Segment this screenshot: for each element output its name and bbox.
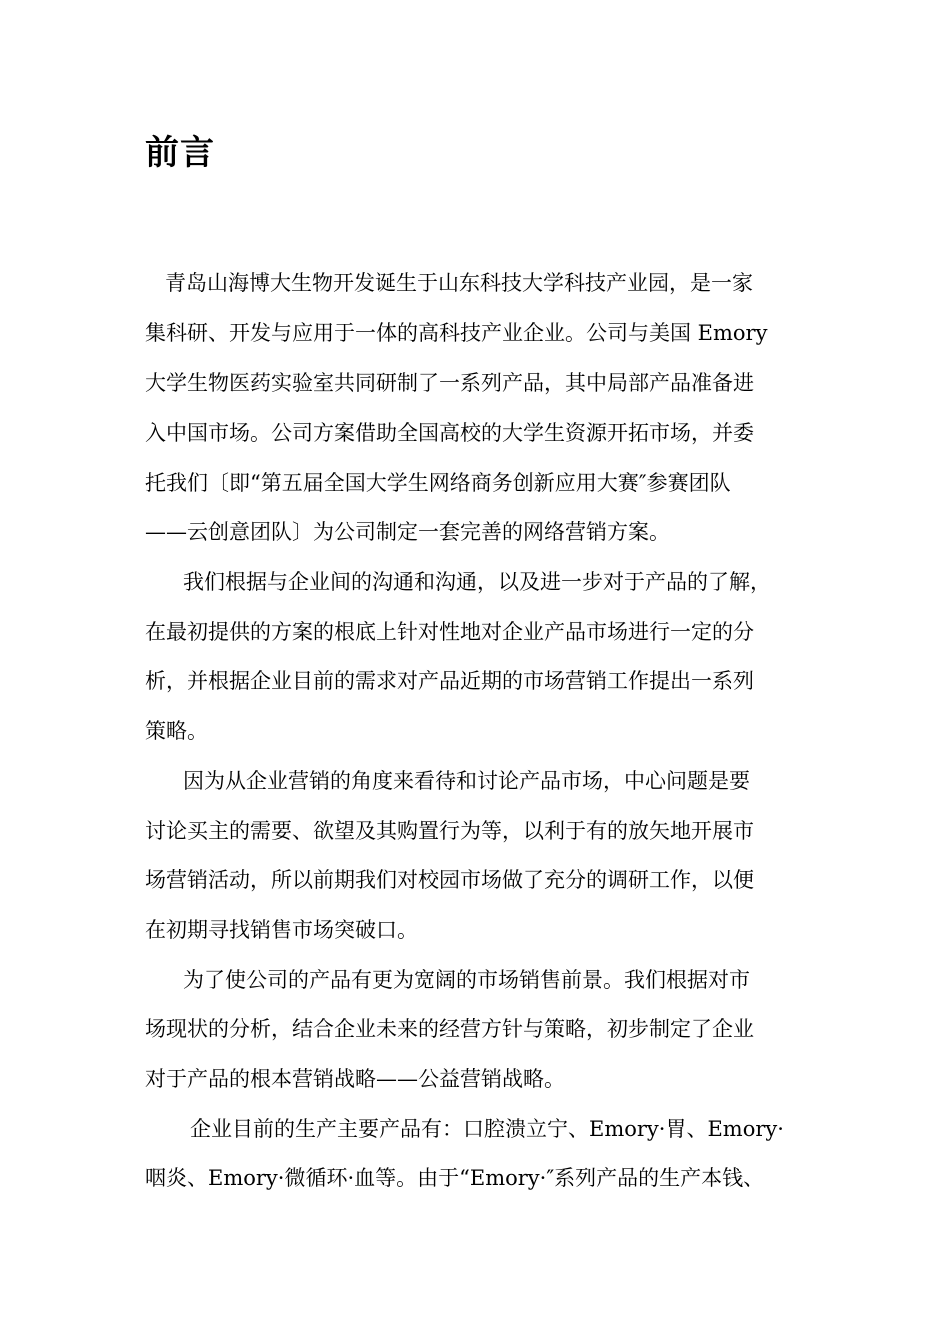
- body-line: 大学生物医药实验室共同研制了一系列产品，其中局部产品准备进: [145, 371, 754, 395]
- body-line: 在最初提供的方案的根底上针对性地对企业产品市场进行一定的分: [145, 620, 754, 644]
- page-title: 前言: [145, 133, 215, 173]
- body-line: 在初期寻找销售市场突破口。: [145, 918, 418, 942]
- body-line: 析，并根据企业目前的需求对产品近期的市场营销工作提出一系列: [145, 669, 754, 693]
- body-line: 青岛山海博大生物开发诞生于山东科技大学科技产业园，是一家: [165, 271, 753, 295]
- body-line: 企业目前的生产主要产品有：口腔溃立宁、Emory·胃、Emory·: [190, 1117, 784, 1141]
- body-line: 集科研、开发与应用于一体的高科技产业企业。公司与美国 Emory: [145, 321, 768, 345]
- body-line: 因为从企业营销的角度来看待和讨论产品市场，中心问题是要: [183, 769, 750, 793]
- body-line: 讨论买主的需要、欲望及其购置行为等，以利于有的放矢地开展市: [145, 819, 754, 843]
- body-line: 场现状的分析，结合企业未来的经营方针与策略，初步制定了企业: [145, 1017, 754, 1041]
- body-line: 场营销活动，所以前期我们对校园市场做了充分的调研工作，以便: [145, 868, 754, 892]
- body-line: 为了使公司的产品有更为宽阔的市场销售前景。我们根据对市: [183, 968, 750, 992]
- body-line: 我们根据与企业间的沟通和沟通，以及进一步对于产品的了解，: [183, 570, 771, 594]
- body-line: 入中国市场。公司方案借助全国高校的大学生资源开拓市场，并委: [145, 421, 754, 445]
- body-line: ——云创意团队〕为公司制定一套完善的网络营销方案。: [145, 520, 670, 544]
- body-line: 策略。: [145, 719, 208, 743]
- body-line: 托我们〔即“第五届全国大学生网络商务创新应用大赛″参赛团队: [145, 471, 731, 495]
- body-line: 咽炎、Emory·微循环·血等。由于“Emory·″系列产品的生产本钱、: [145, 1166, 765, 1190]
- body-line: 对于产品的根本营销战略——公益营销战略。: [145, 1067, 565, 1091]
